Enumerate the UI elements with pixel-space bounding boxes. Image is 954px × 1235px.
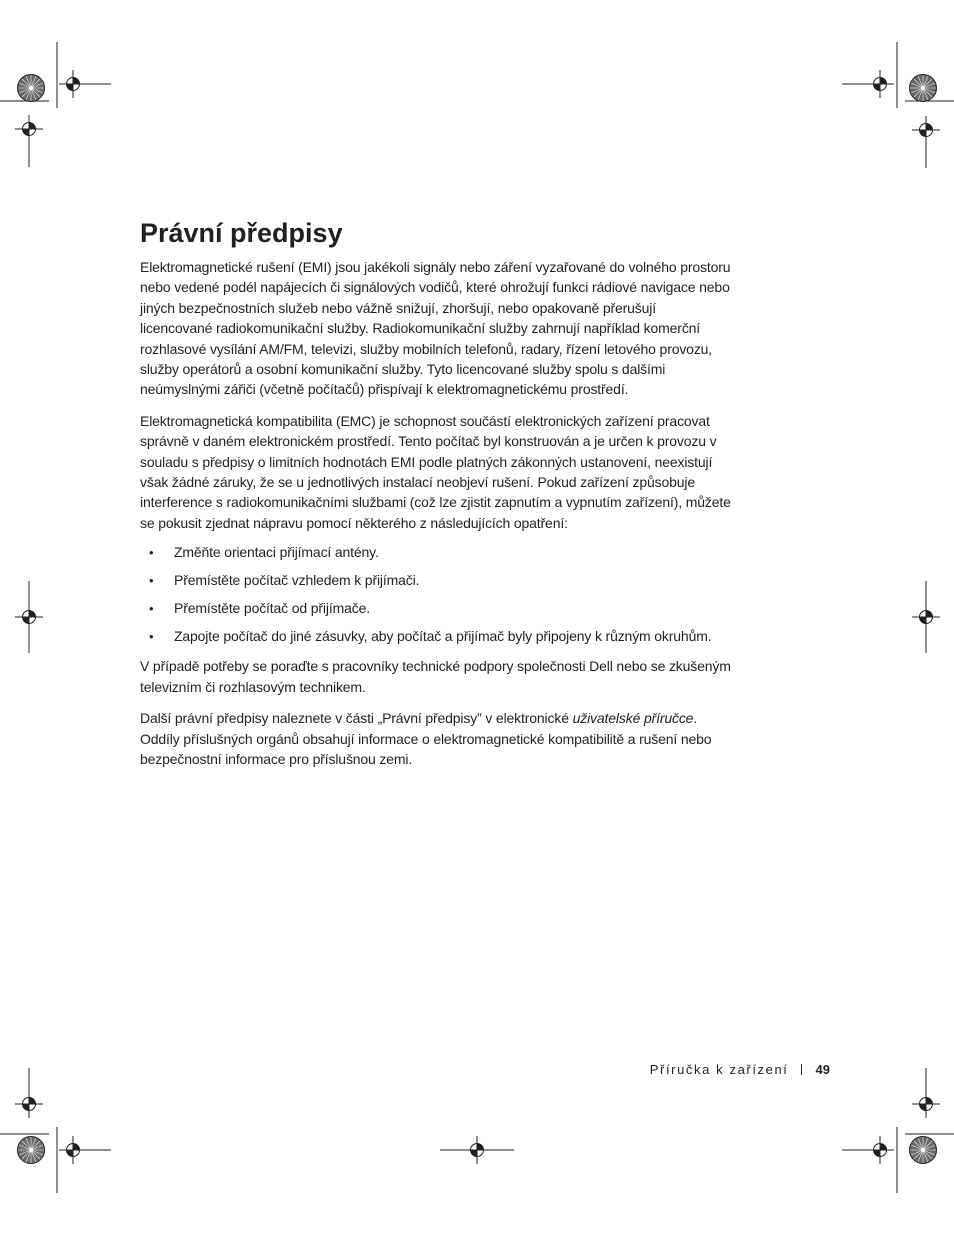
list-item <box>140 600 732 617</box>
bullet-icon: • <box>149 629 154 645</box>
list-item-text: Přemístěte počítač od přijímače. <box>174 600 370 617</box>
paragraph-text: . Oddíly příslušných orgánů obsahují informace o elektromagnetické kompatibilitě a rušení nebo bezpečnostní informace pro příslušnou zemi. <box>140 710 712 767</box>
paragraph-emi: Elektromagnetické rušení (EMI) jsou jakékoli signály nebo záření vyzařované do volného prostoru nebo vedené podél napájecích či signálových vodičů, které ohrožují funkci rádiové navigace nebo jiných bezpečnostních služeb nebo vážně snižují, zhoršují, nebo opakovaně přerušují licencované radiokomunikační služby. Radiokomunikační služby zahrnují například komerční rozhlasové vysílání AM/FM, televizi, služby mobilních telefonů, radary, řízení letového provozu, služby operátorů a osobní komunikační služby. Tyto licencované služby spolu s dalšími neúmyslnými zářiči (včetně počítačů) přispívají k elektromagnetickému prostředí. <box>140 259 731 398</box>
bullet-icon: • <box>149 601 154 617</box>
registration-star-icon <box>18 75 45 102</box>
user-guide-reference: uživatelské příručce <box>572 710 694 727</box>
registration-star-icon <box>910 1137 937 1164</box>
footer-title: Příručka k zařízení <box>649 1062 789 1077</box>
list-item-text: Přemístěte počítač vzhledem k přijímači. <box>174 572 420 589</box>
paragraph-support: V případě potřeby se poraďte s pracovníky technické podpory společnosti Dell nebo se zkušeným televizním či rozhlasovým technikem. <box>140 658 731 695</box>
paragraph-text: Další právní předpisy naleznete v části „Právní předpisy” v elektronické <box>140 710 573 727</box>
measures-list <box>140 544 732 645</box>
main-content <box>140 216 732 780</box>
paragraph-emc: Elektromagnetická kompatibilita (EMC) je schopnost součástí elektronických zařízení pracovat správně v daném elektronickém prostředí. Tento počítač byl konstruován a je určen k provozu v souladu s předpisy o limitních hodnotách EMI podle platných zákonných ustanovení, neexistují však žádné záruky, že se u jednotlivých instalací neobjeví rušení. Pokud zařízení způsobuje interference s radiokomunikačními službami (což lze zjistit zapnutím a vypnutím zařízení), můžete se pokusit zjednat nápravu pomocí některého z následujících opatření: <box>140 412 731 531</box>
list-item-text: Zapojte počítač do jiné zásuvky, aby počítač a přijímač byly připojeny k různým okruhům. <box>174 628 712 645</box>
page-footer <box>650 1062 830 1078</box>
registration-star-icon <box>910 75 937 102</box>
footer-divider <box>801 1064 802 1075</box>
list-item <box>140 544 732 561</box>
page-number: 49 <box>815 1062 830 1077</box>
list-item <box>140 572 732 589</box>
list-item-text: Změňte orientaci přijímací antény. <box>174 544 379 561</box>
bullet-icon: • <box>149 573 154 589</box>
paragraph-more-info <box>140 708 732 769</box>
registration-star-icon <box>18 1137 45 1164</box>
page-title: Právní předpisy <box>140 218 343 248</box>
bullet-icon: • <box>149 545 154 561</box>
list-item <box>140 628 732 645</box>
